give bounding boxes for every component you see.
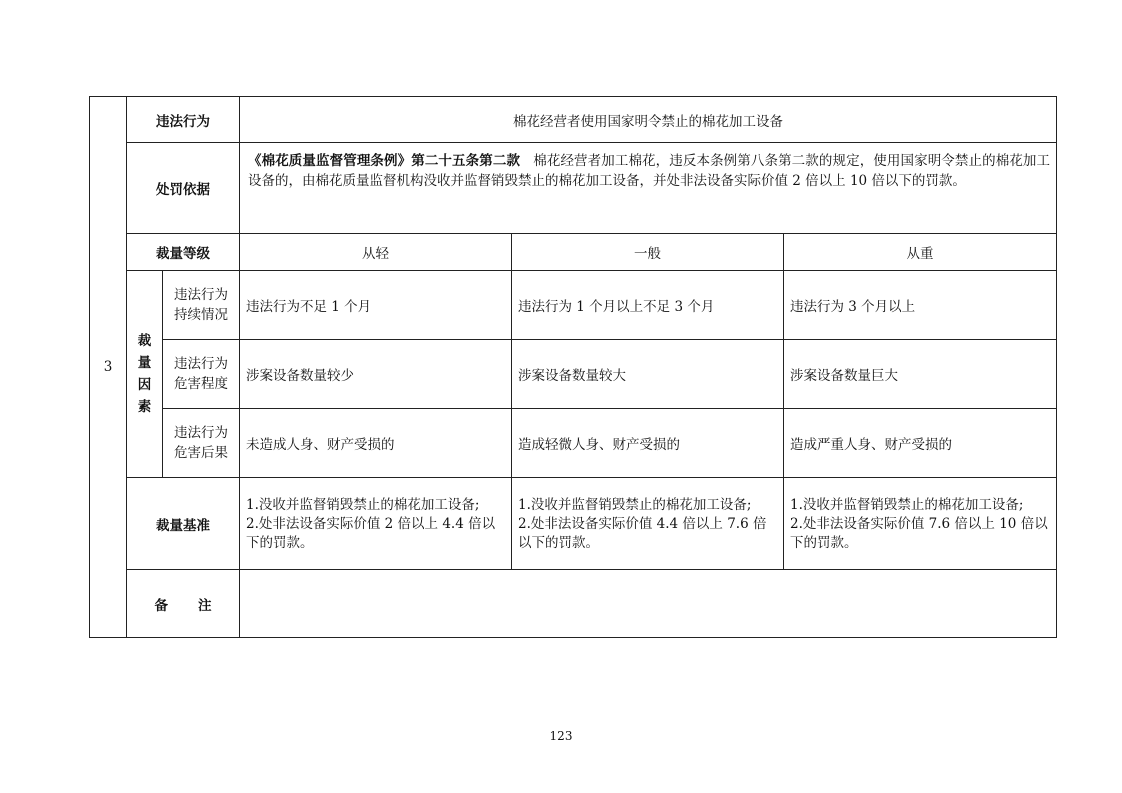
factor-label-line: 违法行为 <box>174 425 228 441</box>
factor-label-consequence <box>163 409 240 478</box>
standard-label: 裁量基准 <box>127 478 240 570</box>
standard-normal <box>512 478 784 570</box>
standard-line: 1.没收并监督销毁禁止的棉花加工设备; <box>246 497 480 513</box>
factor-severity-light: 涉案设备数量较少 <box>240 340 512 409</box>
basis-cell <box>240 143 1057 234</box>
factor-label-line: 违法行为 <box>174 287 228 303</box>
standard-line: 2.处非法设备实际价值 4.4 倍以上 7.6 倍以下的罚款。 <box>518 516 767 551</box>
factor-duration-normal: 违法行为 1 个月以上不足 3 个月 <box>512 271 784 340</box>
violation-label: 违法行为 <box>127 97 240 143</box>
remarks-label-char: 注 <box>198 597 212 614</box>
standard-line: 2.处非法设备实际价值 7.6 倍以上 10 倍以下的罚款。 <box>790 516 1048 551</box>
remarks-label <box>127 570 240 638</box>
level-heavy: 从重 <box>784 234 1057 271</box>
factor-consequence-normal: 造成轻微人身、财产受损的 <box>512 409 784 478</box>
penalty-discretion-table <box>89 96 1057 638</box>
factor-consequence-heavy: 造成严重人身、财产受损的 <box>784 409 1057 478</box>
factor-label-line: 危害后果 <box>174 445 228 461</box>
factor-severity-normal: 涉案设备数量较大 <box>512 340 784 409</box>
factor-duration-heavy: 违法行为 3 个月以上 <box>784 271 1057 340</box>
factor-consequence-light: 未造成人身、财产受损的 <box>240 409 512 478</box>
factor-label-line: 持续情况 <box>174 307 228 323</box>
basis-citation: 《棉花质量监督管理条例》第二十五条第二款 <box>248 153 521 169</box>
factor-label-duration <box>163 271 240 340</box>
factor-label-line: 危害程度 <box>174 376 228 392</box>
factor-duration-light: 违法行为不足 1 个月 <box>240 271 512 340</box>
standard-light <box>240 478 512 570</box>
factor-label-line: 违法行为 <box>174 356 228 372</box>
level-normal: 一般 <box>512 234 784 271</box>
factors-group-char: 素 <box>137 399 152 415</box>
row-number-cell <box>90 97 127 638</box>
factor-label-severity <box>163 340 240 409</box>
basis-text: 棉花经营者加工棉花，违反本条例第八条第二款的规定，使用国家明令禁止的棉花加工设备的，由棉花质量监督机构没收并监督销毁禁止的棉花加工设备，并处非法设备实际价值 2 倍以上 10 倍以下的罚款。 <box>248 153 1051 189</box>
standard-line: 1.没收并监督销毁禁止的棉花加工设备; <box>518 497 752 513</box>
remarks-label-char: 备 <box>154 597 168 614</box>
standard-line: 1.没收并监督销毁禁止的棉花加工设备; <box>790 497 1024 513</box>
factors-group-char: 量 <box>137 355 152 371</box>
page-number: 123 <box>549 729 573 743</box>
remarks-value <box>240 570 1057 638</box>
levels-label: 裁量等级 <box>127 234 240 271</box>
level-light: 从轻 <box>240 234 512 271</box>
basis-label: 处罚依据 <box>127 143 240 234</box>
row-number: 3 <box>103 359 113 375</box>
violation-value: 棉花经营者使用国家明令禁止的棉花加工设备 <box>240 97 1057 143</box>
standard-heavy <box>784 478 1057 570</box>
factor-severity-heavy: 涉案设备数量巨大 <box>784 340 1057 409</box>
factors-group-char: 因 <box>137 377 152 393</box>
factors-group-label <box>127 271 163 478</box>
standard-line: 2.处非法设备实际价值 2 倍以上 4.4 倍以下的罚款。 <box>246 516 496 551</box>
factors-group-char: 裁 <box>137 333 152 349</box>
